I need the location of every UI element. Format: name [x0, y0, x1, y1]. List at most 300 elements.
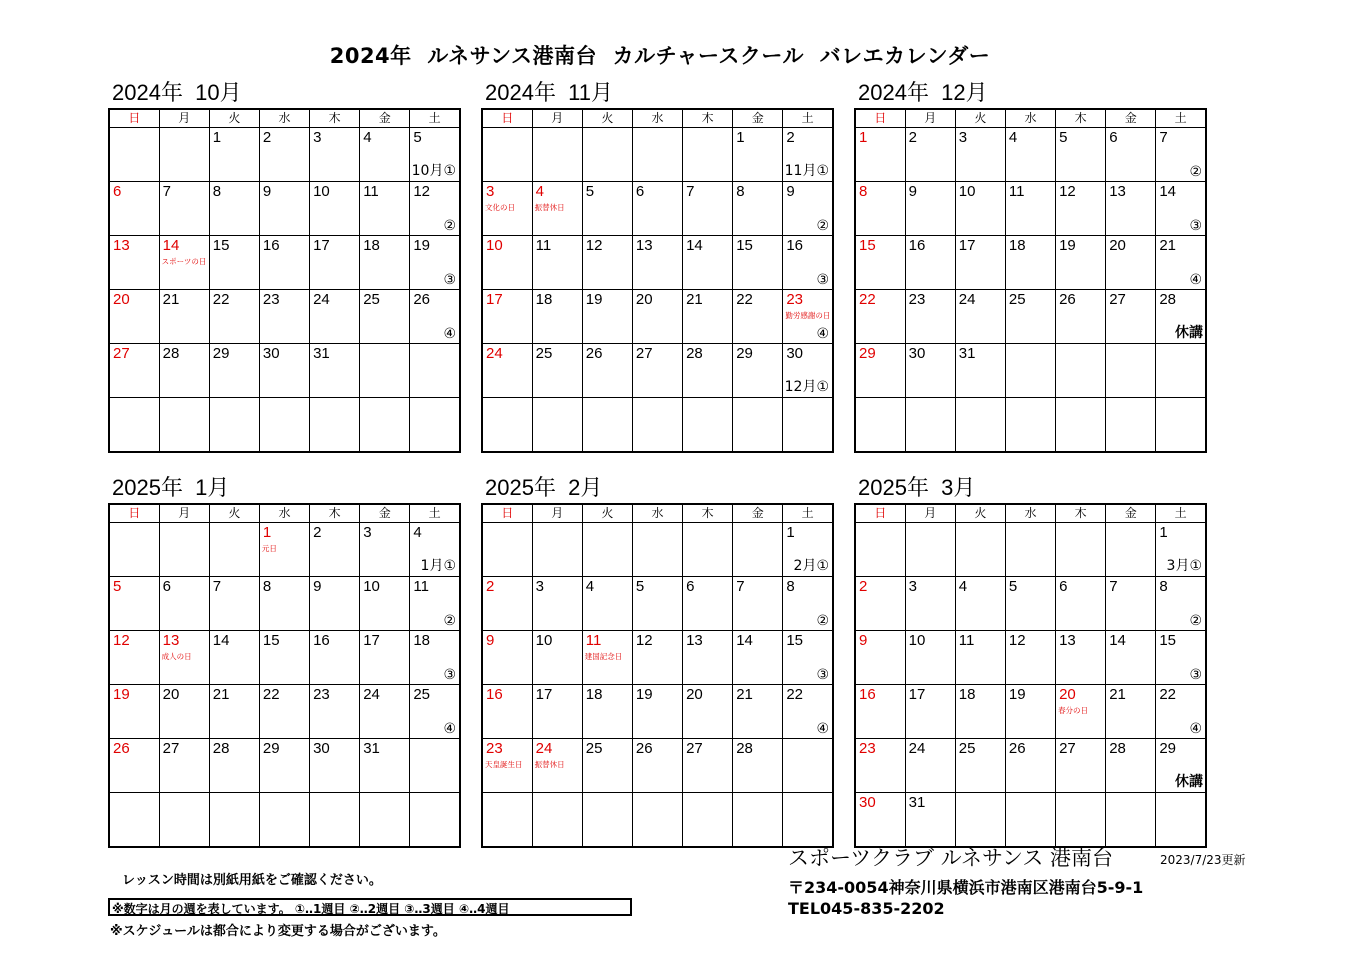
weekday-header: 木 — [683, 504, 733, 523]
day-cell — [532, 182, 582, 236]
day-cell — [783, 236, 833, 290]
weekday-header: 金 — [1106, 504, 1156, 523]
day-number: 23 — [486, 740, 503, 757]
no-class-label: 休講 — [1175, 325, 1203, 341]
day-cell — [209, 236, 259, 290]
day-cell — [259, 236, 309, 290]
day-number: 21 — [162, 291, 180, 308]
day-cell — [683, 523, 733, 577]
day-cell — [259, 793, 309, 848]
day-cell — [410, 236, 460, 290]
day-number: 10 — [908, 632, 926, 649]
calendar-table — [481, 503, 834, 848]
day-cell — [259, 128, 309, 182]
day-cell — [1056, 793, 1106, 848]
day-cell — [360, 793, 410, 848]
day-number: 3 — [908, 578, 917, 595]
week-row — [482, 685, 833, 739]
day-number: 8 — [1159, 578, 1168, 595]
week-mark: ② — [443, 218, 456, 234]
week-row — [109, 523, 460, 577]
day-number: 4 — [413, 524, 422, 541]
day-number: 22 — [1159, 686, 1177, 703]
day-number: 3 — [535, 578, 544, 595]
day-number: 7 — [162, 183, 171, 200]
week-row — [109, 685, 460, 739]
day-cell — [532, 577, 582, 631]
day-number: 3 — [958, 129, 968, 146]
day-cell — [159, 523, 209, 577]
weekday-header: 水 — [632, 504, 682, 523]
day-cell — [310, 685, 360, 739]
day-cell — [955, 236, 1005, 290]
day-number: 25 — [958, 740, 976, 757]
day-number: 28 — [1159, 291, 1177, 308]
day-cell — [855, 523, 905, 577]
day-number: 10 — [958, 183, 976, 200]
day-cell — [532, 685, 582, 739]
day-cell — [1056, 523, 1106, 577]
day-cell — [1106, 236, 1156, 290]
day-cell — [532, 631, 582, 685]
day-number: 6 — [162, 578, 171, 595]
day-number: 21 — [686, 291, 703, 308]
day-cell — [209, 398, 259, 453]
day-number: 27 — [1059, 740, 1076, 757]
day-number: 29 — [212, 345, 230, 362]
day-cell — [259, 182, 309, 236]
day-number: 27 — [162, 740, 180, 757]
weekday-header: 火 — [582, 109, 632, 128]
day-cell — [955, 128, 1005, 182]
day-cell — [683, 685, 733, 739]
day-cell — [1106, 290, 1156, 344]
holiday-label: 振替休日 — [534, 760, 565, 769]
day-number: 11 — [958, 632, 975, 649]
week-mark: ② — [1189, 164, 1202, 180]
day-cell — [360, 398, 410, 453]
day-number: 3 — [486, 183, 495, 200]
weekday-header: 金 — [1106, 109, 1156, 128]
day-cell — [1156, 128, 1206, 182]
day-cell — [532, 290, 582, 344]
day-cell — [1156, 685, 1206, 739]
week-row — [855, 739, 1206, 793]
holiday-label: 天皇誕生日 — [485, 760, 523, 769]
schedule-change-note: ※スケジュールは都合により変更する場合がございます。 — [110, 924, 446, 939]
day-cell — [482, 577, 532, 631]
day-number: 7 — [1159, 129, 1168, 146]
calendar-2025-01 — [108, 475, 461, 848]
day-number: 18 — [958, 686, 976, 703]
day-number: 4 — [363, 129, 372, 146]
weekday-header: 火 — [955, 504, 1005, 523]
day-number: 20 — [686, 686, 703, 703]
week-mark: ③ — [443, 667, 456, 683]
weekday-header: 火 — [955, 109, 1005, 128]
week-row — [855, 631, 1206, 685]
day-cell — [532, 236, 582, 290]
day-number: 7 — [686, 183, 695, 200]
day-cell — [1056, 739, 1106, 793]
month-title: 2024年 10月 — [112, 80, 242, 105]
day-number: 16 — [908, 237, 926, 254]
day-number: 16 — [486, 686, 503, 703]
day-cell — [410, 182, 460, 236]
day-number: 14 — [162, 237, 180, 254]
day-cell — [855, 793, 905, 848]
day-number: 12 — [585, 237, 603, 254]
day-cell — [733, 344, 783, 398]
day-cell — [905, 344, 955, 398]
day-number: 15 — [786, 632, 804, 649]
day-number: 11 — [413, 578, 429, 595]
day-cell — [905, 577, 955, 631]
week-mark: ④ — [443, 721, 456, 737]
week-row — [482, 631, 833, 685]
page-title: 2024年 ルネサンス港南台 カルチャースクール バレエカレンダー — [329, 44, 991, 68]
weekday-header: 土 — [1156, 504, 1206, 523]
day-number: 8 — [212, 183, 222, 200]
day-cell — [1106, 398, 1156, 453]
week-row — [482, 523, 833, 577]
day-number: 1 — [859, 129, 868, 146]
day-cell — [955, 344, 1005, 398]
day-number: 21 — [212, 686, 230, 703]
day-cell — [360, 128, 410, 182]
day-cell — [1005, 398, 1055, 453]
month-title: 2024年 11月 — [485, 80, 614, 105]
day-cell — [783, 793, 833, 848]
day-cell — [159, 344, 209, 398]
day-cell — [259, 685, 309, 739]
day-number: 12 — [413, 183, 431, 200]
day-cell — [310, 128, 360, 182]
day-number: 8 — [262, 578, 272, 595]
week-mark: 11月① — [784, 163, 829, 179]
day-cell — [1156, 344, 1206, 398]
no-class-label: 休講 — [1175, 774, 1203, 790]
day-cell — [855, 236, 905, 290]
week-row — [109, 739, 460, 793]
day-number: 12 — [113, 632, 130, 649]
day-cell — [310, 523, 360, 577]
day-cell — [209, 344, 259, 398]
week-row — [482, 290, 833, 344]
weekday-header: 日 — [482, 109, 532, 128]
day-number: 18 — [363, 237, 380, 254]
day-number: 25 — [535, 345, 553, 362]
day-cell — [532, 398, 582, 453]
week-mark: 12月① — [784, 379, 829, 395]
weekday-header: 木 — [1056, 109, 1106, 128]
day-number: 5 — [1008, 578, 1018, 595]
day-cell — [482, 631, 532, 685]
day-number: 17 — [958, 237, 976, 254]
day-cell — [733, 685, 783, 739]
day-cell — [1106, 739, 1156, 793]
day-cell — [1106, 631, 1156, 685]
day-cell — [1056, 577, 1106, 631]
day-number: 18 — [585, 686, 603, 703]
day-cell — [905, 128, 955, 182]
weekday-header-row — [855, 504, 1206, 523]
weekday-header: 木 — [683, 109, 733, 128]
day-number: 27 — [1109, 291, 1126, 308]
day-number: 29 — [859, 345, 876, 362]
day-cell — [360, 236, 410, 290]
day-cell — [259, 631, 309, 685]
day-number: 2 — [486, 578, 495, 595]
day-cell — [632, 398, 682, 453]
day-number: 25 — [1008, 291, 1026, 308]
club-address: 〒234-0054神奈川県横浜市港南区港南台5-9-1 — [788, 878, 1144, 897]
day-number: 5 — [1059, 129, 1068, 146]
weekday-header: 金 — [733, 109, 783, 128]
day-cell — [1005, 236, 1055, 290]
day-number: 24 — [363, 686, 380, 703]
day-cell — [955, 398, 1005, 453]
month-title: 2025年 3月 — [858, 475, 976, 500]
day-cell — [209, 685, 259, 739]
day-cell — [683, 577, 733, 631]
weekday-header-row — [109, 109, 460, 128]
day-number: 25 — [413, 686, 431, 703]
week-row — [109, 344, 460, 398]
day-cell — [159, 290, 209, 344]
day-cell — [410, 739, 460, 793]
day-number: 5 — [113, 578, 122, 595]
day-number: 20 — [162, 686, 180, 703]
week-row — [109, 577, 460, 631]
weekday-header: 月 — [905, 504, 955, 523]
day-cell — [1156, 182, 1206, 236]
day-cell — [955, 793, 1005, 848]
day-number: 5 — [413, 129, 422, 146]
week-mark: 2月① — [793, 558, 829, 574]
weekday-header: 水 — [259, 109, 309, 128]
weekday-header: 木 — [1056, 504, 1106, 523]
day-number: 28 — [736, 740, 753, 757]
day-cell — [159, 236, 209, 290]
day-cell — [855, 739, 905, 793]
day-cell — [109, 685, 159, 739]
day-number: 31 — [313, 345, 330, 362]
day-number: 22 — [859, 291, 876, 308]
month-title: 2025年 2月 — [485, 475, 603, 500]
day-number: 11 — [585, 632, 602, 649]
day-cell — [360, 577, 410, 631]
week-row — [482, 398, 833, 453]
calendar-table — [481, 108, 834, 453]
day-cell — [209, 128, 259, 182]
day-cell — [582, 290, 632, 344]
day-cell — [683, 344, 733, 398]
day-number: 9 — [486, 632, 495, 649]
day-number: 1 — [1159, 524, 1168, 541]
weekday-header: 土 — [410, 504, 460, 523]
day-cell — [360, 631, 410, 685]
week-mark: ④ — [816, 326, 829, 342]
calendar-2024-10 — [108, 80, 461, 453]
day-cell — [109, 128, 159, 182]
weekday-header: 月 — [159, 109, 209, 128]
day-cell — [482, 685, 532, 739]
day-cell — [855, 685, 905, 739]
holiday-label: 建国記念日 — [584, 652, 623, 661]
weekday-header: 土 — [783, 109, 833, 128]
day-number: 31 — [958, 345, 976, 362]
day-cell — [1005, 290, 1055, 344]
day-number: 10 — [363, 578, 380, 595]
day-cell — [733, 739, 783, 793]
week-mark: ② — [816, 613, 829, 629]
week-row — [109, 631, 460, 685]
day-cell — [360, 290, 410, 344]
day-cell — [410, 523, 460, 577]
day-cell — [733, 236, 783, 290]
day-number: 24 — [313, 291, 330, 308]
day-number: 25 — [585, 740, 603, 757]
day-cell — [1156, 290, 1206, 344]
day-number: 14 — [686, 237, 703, 254]
day-cell — [159, 398, 209, 453]
day-cell — [1156, 398, 1206, 453]
day-cell — [259, 398, 309, 453]
day-cell — [1056, 128, 1106, 182]
day-cell — [632, 793, 682, 848]
day-number: 30 — [313, 740, 330, 757]
day-cell — [683, 290, 733, 344]
day-cell — [855, 631, 905, 685]
day-cell — [1106, 344, 1156, 398]
day-cell — [783, 631, 833, 685]
day-cell — [683, 128, 733, 182]
day-number: 14 — [1159, 183, 1177, 200]
day-number: 17 — [535, 686, 553, 703]
day-cell — [905, 739, 955, 793]
week-row — [109, 398, 460, 453]
day-number: 19 — [1008, 686, 1026, 703]
day-number: 26 — [413, 291, 431, 308]
day-cell — [310, 290, 360, 344]
day-number: 22 — [736, 291, 753, 308]
day-number: 2 — [859, 578, 868, 595]
day-cell — [159, 182, 209, 236]
week-row — [855, 793, 1206, 848]
day-number: 16 — [786, 237, 804, 254]
holiday-label: 文化の日 — [485, 203, 515, 212]
day-cell — [209, 631, 259, 685]
day-cell — [109, 739, 159, 793]
holiday-label: 元日 — [261, 544, 277, 553]
month-title: 2025年 1月 — [112, 475, 230, 500]
day-number: 15 — [262, 632, 280, 649]
day-number: 20 — [635, 291, 653, 308]
day-cell — [109, 523, 159, 577]
day-number: 1 — [262, 524, 272, 541]
day-cell — [1106, 577, 1156, 631]
day-cell — [955, 523, 1005, 577]
holiday-label: 春分の日 — [1058, 706, 1089, 715]
day-cell — [360, 344, 410, 398]
week-row — [855, 236, 1206, 290]
day-cell — [1056, 182, 1106, 236]
day-cell — [482, 182, 532, 236]
day-number: 7 — [736, 578, 745, 595]
day-cell — [410, 128, 460, 182]
week-row — [855, 398, 1206, 453]
day-cell — [1106, 182, 1156, 236]
day-cell — [310, 236, 360, 290]
day-number: 19 — [1059, 237, 1076, 254]
weekday-header: 金 — [733, 504, 783, 523]
weekday-header-row — [109, 504, 460, 523]
weekday-header: 土 — [783, 504, 833, 523]
day-cell — [855, 398, 905, 453]
day-number: 26 — [585, 345, 603, 362]
day-number: 2 — [313, 524, 322, 541]
day-number: 13 — [635, 237, 653, 254]
day-number: 27 — [113, 345, 130, 362]
weekday-header: 火 — [582, 504, 632, 523]
day-number: 13 — [686, 632, 703, 649]
day-number: 11 — [535, 237, 552, 254]
day-number: 12 — [1008, 632, 1026, 649]
day-cell — [532, 344, 582, 398]
day-number: 10 — [486, 237, 503, 254]
day-cell — [482, 739, 532, 793]
day-cell — [582, 793, 632, 848]
weekday-header: 土 — [1156, 109, 1206, 128]
day-cell — [1005, 344, 1055, 398]
week-row — [482, 793, 833, 848]
weekday-header: 月 — [532, 504, 582, 523]
day-cell — [1106, 128, 1156, 182]
week-mark: ③ — [816, 272, 829, 288]
day-number: 17 — [363, 632, 380, 649]
day-cell — [1005, 793, 1055, 848]
day-cell — [955, 182, 1005, 236]
day-cell — [1056, 398, 1106, 453]
day-cell — [1005, 739, 1055, 793]
week-mark: ③ — [443, 272, 456, 288]
calendar-table — [854, 503, 1207, 848]
day-number: 18 — [535, 291, 553, 308]
day-number: 6 — [1109, 129, 1118, 146]
day-cell — [582, 577, 632, 631]
day-cell — [683, 631, 733, 685]
day-cell — [733, 631, 783, 685]
day-cell — [683, 182, 733, 236]
day-cell — [632, 182, 682, 236]
day-number: 21 — [1109, 686, 1126, 703]
day-cell — [259, 344, 309, 398]
day-cell — [310, 398, 360, 453]
day-cell — [209, 523, 259, 577]
day-cell — [733, 398, 783, 453]
calendar-2025-03 — [854, 475, 1207, 848]
day-number: 21 — [736, 686, 753, 703]
day-cell — [310, 182, 360, 236]
weekday-header: 火 — [209, 109, 259, 128]
day-cell — [855, 344, 905, 398]
day-number: 13 — [113, 237, 130, 254]
week-row — [855, 182, 1206, 236]
day-cell — [1156, 577, 1206, 631]
day-number: 17 — [486, 291, 503, 308]
day-cell — [1005, 631, 1055, 685]
